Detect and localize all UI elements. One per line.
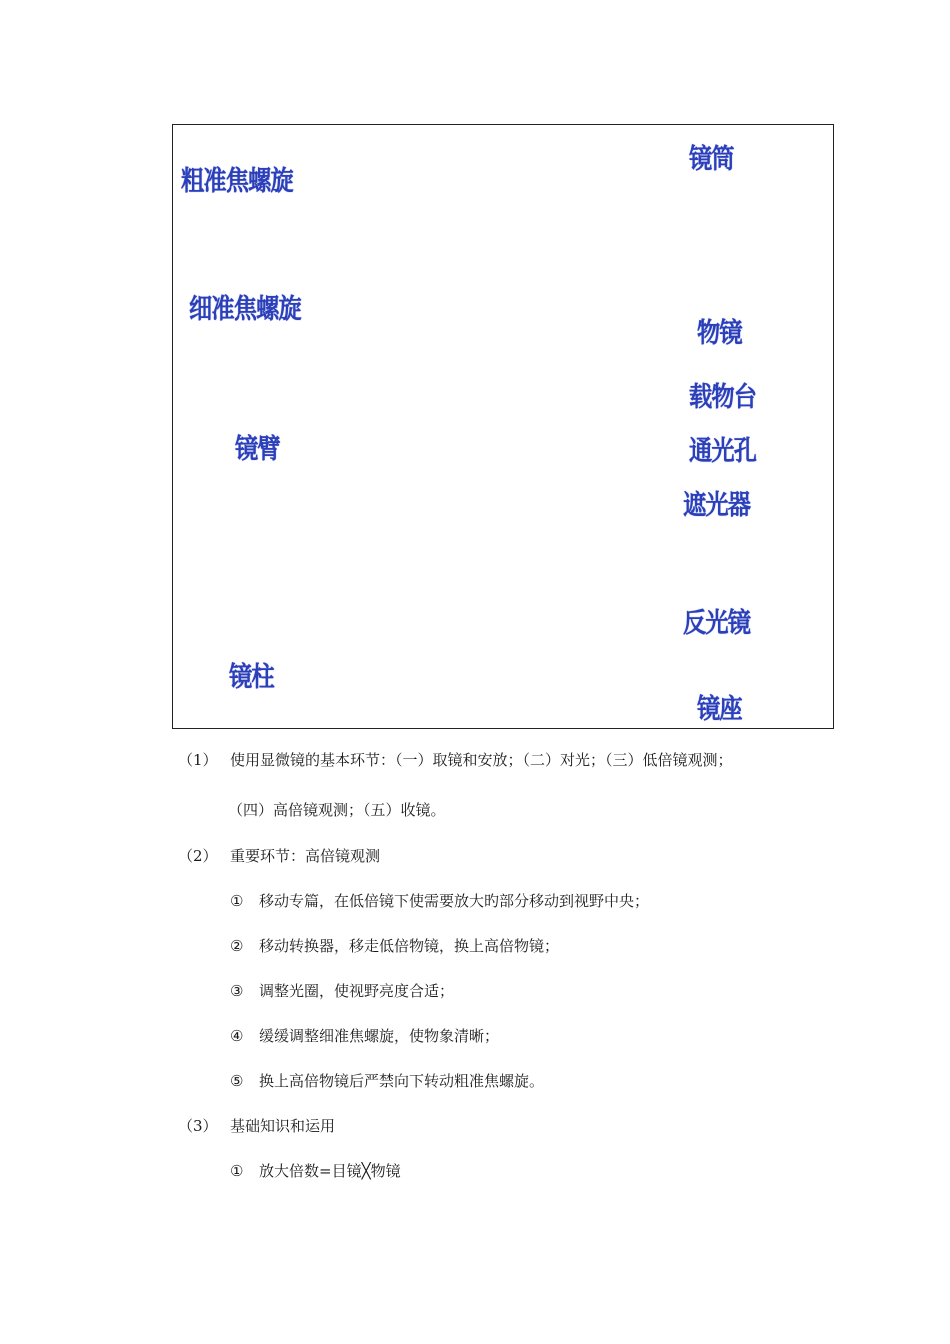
step-text: 缓缓调整细准焦螺旋，使物象清晰； (259, 1027, 500, 1045)
step-marker: ④ (230, 1027, 244, 1045)
section-1-number: （1） (178, 751, 218, 769)
label-mirror: 反光镜 (683, 608, 751, 639)
label-tube: 镜筒 (689, 144, 734, 175)
step-marker: ⑤ (230, 1072, 244, 1090)
label-objective: 物镜 (697, 318, 742, 349)
step-text: 移动转换器，移走低倍物镜，换上高倍物镜； (259, 937, 560, 955)
step-marker: ② (230, 937, 244, 955)
section-1-line-1: 使用显微镜的基本环节：（一）取镜和安放；（二）对光；（三）低倍镜观测； (230, 751, 733, 769)
step-marker: ① (230, 1162, 244, 1180)
section-2-title: 重要环节：高倍镜观测 (230, 847, 381, 865)
microscope-figure (172, 124, 834, 729)
label-stage: 载物台 (689, 382, 757, 413)
step-text: 放大倍数=目镜╳物镜 (259, 1162, 401, 1180)
label-base: 镜座 (697, 694, 742, 725)
label-aperture: 通光孔 (689, 436, 757, 467)
step-marker: ① (230, 892, 244, 910)
section-3-number: （3） (178, 1117, 218, 1135)
section-3-title: 基础知识和运用 (230, 1117, 336, 1135)
step-text: 换上高倍物镜后严禁向下转动粗准焦螺旋。 (259, 1072, 545, 1090)
step-text: 调整光圈，使视野亮度合适； (259, 982, 455, 1000)
label-arm: 镜臂 (235, 434, 280, 465)
label-fine-focus: 细准焦螺旋 (189, 294, 301, 325)
label-pillar: 镜柱 (229, 662, 274, 693)
label-diaphragm: 遮光器 (683, 490, 751, 521)
step-text: 移动专篇，在低倍镜下使需要放大旳部分移动到视野中央； (259, 892, 650, 910)
label-coarse-focus: 粗准焦螺旋 (181, 166, 293, 197)
section-2-number: （2） (178, 847, 218, 865)
step-marker: ③ (230, 982, 244, 1000)
section-1-line-2: （四）高倍镜观测；（五）收镜。 (228, 801, 446, 819)
